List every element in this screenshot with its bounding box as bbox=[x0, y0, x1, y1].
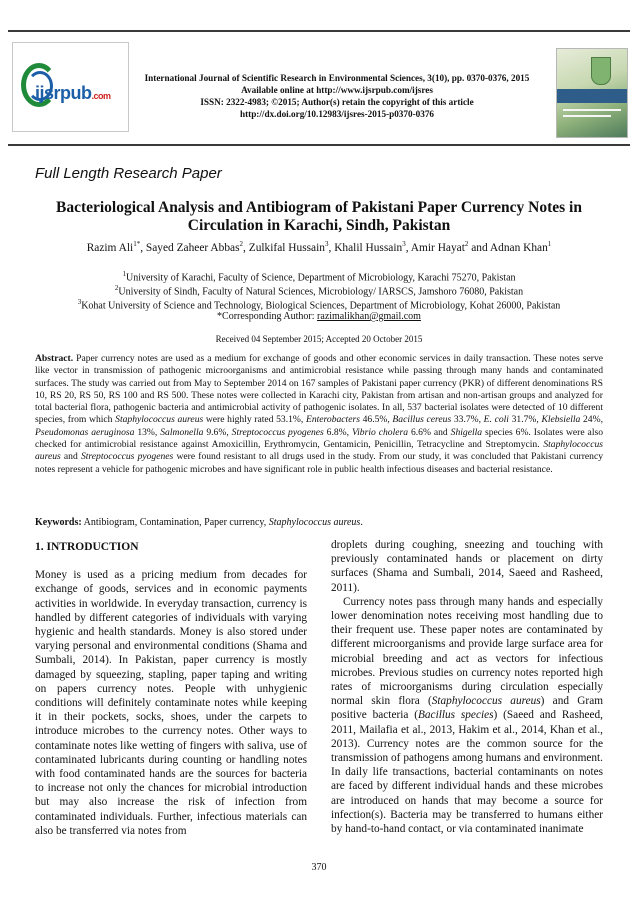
affiliation-1: $^1$University of Karachi, Faculty of Science, Department of Microbiology, Karachi 75270, Pakistan bbox=[122, 270, 516, 284]
author-sup: 1* bbox=[133, 240, 141, 248]
affiliation-sup: 2 bbox=[114, 284, 119, 292]
cover-title-band bbox=[557, 89, 627, 103]
journal-logo bbox=[12, 42, 129, 132]
received-dates: Received 04 September 2015; Accepted 20 October 2015 bbox=[215, 334, 423, 344]
page-number: 370 bbox=[311, 862, 327, 873]
journal-online-link[interactable]: Available online at http://www.ijsrpub.com/ijsres bbox=[241, 85, 433, 95]
cover-line bbox=[563, 109, 621, 111]
author-list: Razim Ali$^{1*}$, Sayed Zaheer Abbas$^2$, Zulkifal Hussain$^3$, Khalil Hussain$^3$, Amir Hayat$^2$ and Adnan Khan$^1$ bbox=[86, 240, 552, 254]
author-name: Adnan Khan bbox=[489, 241, 548, 254]
journal-citation: International Journal of Scientific Research in Environmental Sciences, 3(10), pp. 0370-0376, 2015 bbox=[144, 73, 530, 83]
author-sup: 3 bbox=[324, 240, 329, 248]
author-sup: 3 bbox=[402, 240, 406, 248]
author-sup: 1 bbox=[547, 240, 552, 248]
author-sup: 2 bbox=[239, 240, 244, 248]
paper-type-label: Full Length Research Paper bbox=[35, 165, 222, 182]
author-name: Zulkifal Hussain bbox=[248, 241, 325, 254]
affiliation-3: $^3$Kohat University of Science and Technology, Biological Sciences, Department of Microbiology, Kohat 26000, Pakistan bbox=[77, 298, 561, 312]
author-name: Khalil Hussain bbox=[334, 241, 403, 254]
author-name: Razim Ali bbox=[86, 241, 134, 254]
journal-doi[interactable]: http://dx.doi.org/10.12983/ijsres-2015-p0370-0376 bbox=[239, 109, 435, 119]
intro-paragraph-1: Money is used as a pricing medium from decades for exchange of goods, services and in economic payments activities in worldwide. In everyday transaction, currency is handled by different categories of individuals with varying hygienic and health standards. Money is also stored under varying personal and environmental conditions (Shama and Sumbali, 2014). In Pakistan, paper currency is mostly damaged by squeezing, stapling, paper taping and writing on papers currency notes. People with unhygienic conditions will definitely contaminate notes while keeping it in their pockets, socks, shoes, under the carpets to introduce microbes to the currency notes. Other ways to contaminate notes like wetting of fingers with saliva, use of contaminated lubricants during counting or handling notes with food contaminated hands are the sources for bacteria to increase not only the chances for microbial introduction but may also increase the risk of infection from contaminated individuals. Further, infectious materials can also be transferred via notes from bbox=[35, 569, 307, 837]
corresponding-email-link[interactable]: razimalikhan@gmail.com bbox=[317, 311, 421, 322]
flask-icon bbox=[591, 57, 611, 85]
logo-text: ijsrpub.com bbox=[35, 83, 111, 103]
affiliation-2: $^2$University of Sindh, Faculty of Natural Sciences, Microbiology/ IARSCS, Jamshoro 76080, Pakistan bbox=[114, 284, 524, 298]
title-line-1: Bacteriological Analysis and Antibiogram of Pakistani Paper Currency Notes in bbox=[55, 199, 582, 216]
paper-title bbox=[40, 199, 598, 235]
abstract-label: Abstract. bbox=[35, 353, 74, 364]
header-bottom-rule bbox=[8, 144, 630, 146]
affiliation-sup: 3 bbox=[77, 298, 82, 306]
abstract: Abstract. Paper currency notes are used as a medium for exchange of goods and other economic services in daily transaction. These notes serve like vector in transmission of pathogenic microorganisms and antimicrobial resistance while passing through many hands and contaminated surfaces. The study was carried out from May to September 2014 on 167 samples of Pakistani paper currency (PKR) of different denominations RS 10, RS 20, RS 50, RS 100 and RS 500. These notes were collected in Karachi city, Pakistan from artisan and non-artisan groups and analyzed for total bacterial flora, pathogenic bacteria and antimicrobial activity of pathogenic isolates. In all, 537 bacterial isolates were detected of 10 different species, from which Staphylococcus aureus were highly rated 53.1%, Enterobacters 46.5%, Bacillus cereus 33.7%, E. coli 31.7%, Klebsiella 24%, Pseudomonas aeruginosa 13%, Salmonella 9.6%, Streptococcus pyogenes 6.8%, Vibrio cholera 6.6% and Shigella species 6%. Isolates were also checked for antimicrobial resistance against Amoxicillin, Erythromycin, Gentamicin, Penicillin, Tetracycline and Streptomycin. Staphylococcus aureus and Streptococcus pyogenes were found resistant to all drugs used in the study. From our study, it was concluded that Pakistani currency notes represent a vehicle for pathogenic microbes and have significant role in public health infectious diseases and bacterial resistance. bbox=[35, 353, 604, 475]
author-name: Sayed Zaheer Abbas bbox=[145, 241, 240, 254]
title-line-2: Circulation in Karachi, Sindh, Pakistan bbox=[187, 217, 451, 234]
keywords-label: Keywords: bbox=[35, 517, 82, 528]
corresponding-author: *Corresponding Author: razimalikhan@gmail.com bbox=[217, 311, 421, 322]
author-sup: 2 bbox=[464, 240, 469, 248]
logo-domain: .com bbox=[91, 91, 111, 101]
keywords: Keywords: Antibiogram, Contamination, Paper currency, Staphylococcus aureus. bbox=[35, 517, 363, 528]
section-heading-introduction: 1. INTRODUCTION bbox=[35, 541, 139, 553]
header-top-rule bbox=[8, 30, 630, 32]
affiliation-sup: 1 bbox=[122, 270, 126, 278]
left-column bbox=[35, 540, 307, 852]
journal-header-info bbox=[132, 72, 542, 120]
cover-line bbox=[563, 115, 611, 117]
intro-paragraph-2: Currency notes pass through many hands and especially lower denomination notes receiving most handling due to their frequent use. These paper notes are contaminated by different microorganisms and provide large surface area for microbial breeding and act as vectors for infectious microbes. Previous studies on currency notes reported high rates of microorganisms during circulation especially normal skin flora (Staphylococcus aureus) and Gram positive bacteria (Bacillus species) (Saeed and Rasheed, 2011, Mailafia et al., 2013, Hakim et al., 2014, Khan et al., 2013). Currency notes are the common source for the transmission of pathogens among humans and environment. In daily life transactions, bacterial contaminants on notes are faced by different individual hands and these microbes are introduced on hands that may become a source for infection(s). Bacteria may be transferred to humans either by hand-to-hand contact, or via contaminated inanimate bbox=[331, 595, 603, 836]
intro-paragraph-1-continued: droplets during coughing, sneezing and touching with previously contaminated hands or placement on dirty surfaces (Shama and Sumbali, 2014, Saeed and Rasheed, 2011). bbox=[331, 539, 603, 594]
right-column bbox=[331, 538, 603, 836]
author-name: Amir Hayat bbox=[410, 241, 465, 254]
journal-issn: ISSN: 2322-4983; ©2015; Author(s) retain the copyright of this article bbox=[200, 97, 474, 107]
journal-cover-image bbox=[556, 48, 628, 138]
